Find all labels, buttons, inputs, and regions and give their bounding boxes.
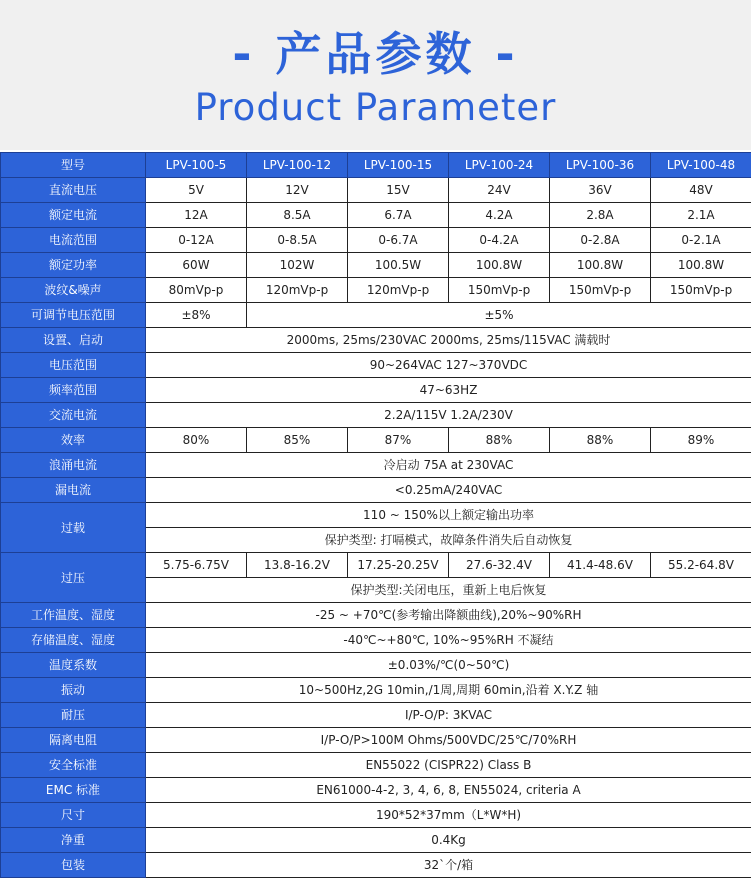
table-row-rated-power — [1, 253, 751, 278]
table-row-setup-time — [1, 328, 751, 353]
cell: 60W — [146, 253, 247, 278]
cell: 6.7A — [348, 203, 449, 228]
row-label: 电压范围 — [1, 353, 146, 378]
cell: 0-8.5A — [247, 228, 348, 253]
cell: EN55022 (CISPR22) Class B — [146, 753, 751, 778]
cell: 15V — [348, 178, 449, 203]
table-row-rated-current — [1, 203, 751, 228]
row-label: 交流电流 — [1, 403, 146, 428]
cell: 2.1A — [651, 203, 751, 228]
row-label: 尺寸 — [1, 803, 146, 828]
row-label: 过载 — [1, 503, 146, 553]
row-label: 工作温度、湿度 — [1, 603, 146, 628]
row-label: 可调节电压范围 — [1, 303, 146, 328]
cell: 冷启动 75A at 230VAC — [146, 453, 751, 478]
cell: 190*52*37mm（L*W*H) — [146, 803, 751, 828]
model-header: LPV-100-24 — [449, 153, 550, 178]
cell: 85% — [247, 428, 348, 453]
row-label: 直流电压 — [1, 178, 146, 203]
row-label: 效率 — [1, 428, 146, 453]
cell: 36V — [550, 178, 651, 203]
row-label: 包装 — [1, 853, 146, 878]
row-label: 过压 — [1, 553, 146, 603]
cell: 32`个/箱 — [146, 853, 751, 878]
cell: 88% — [550, 428, 651, 453]
table-row-freq-range — [1, 378, 751, 403]
model-header: LPV-100-36 — [550, 153, 651, 178]
cell: 0-6.7A — [348, 228, 449, 253]
cell: 0-12A — [146, 228, 247, 253]
cell: 24V — [449, 178, 550, 203]
cell: 150mVp-p — [449, 278, 550, 303]
cell: 41.4-48.6V — [550, 553, 651, 578]
cell: 90~264VAC 127~370VDC — [146, 353, 751, 378]
cell: 47~63HZ — [146, 378, 751, 403]
row-label: 安全标准 — [1, 753, 146, 778]
cell: 13.8-16.2V — [247, 553, 348, 578]
table-row-adjust-range — [1, 303, 751, 328]
cell: ±8% — [146, 303, 247, 328]
row-label: 振动 — [1, 678, 146, 703]
table-row-storage-temp — [1, 628, 751, 653]
row-label: 净重 — [1, 828, 146, 853]
row-label: 波纹&噪声 — [1, 278, 146, 303]
table-row-size — [1, 803, 751, 828]
row-label: 温度系数 — [1, 653, 146, 678]
table-row-ac-current — [1, 403, 751, 428]
cell: 100.5W — [348, 253, 449, 278]
table-row-efficiency — [1, 428, 751, 453]
cell: 5V — [146, 178, 247, 203]
row-label: 隔离电阻 — [1, 728, 146, 753]
cell: 89% — [651, 428, 751, 453]
cell: 80% — [146, 428, 247, 453]
cell: 80mVp-p — [146, 278, 247, 303]
cell: 150mVp-p — [550, 278, 651, 303]
row-label: 耐压 — [1, 703, 146, 728]
row-label: 设置、启动 — [1, 328, 146, 353]
cell: 120mVp-p — [348, 278, 449, 303]
cell: 0-2.8A — [550, 228, 651, 253]
table-row-temp-coef — [1, 653, 751, 678]
table-row-voltage-range — [1, 353, 751, 378]
table-row-current-range — [1, 228, 751, 253]
table-row-isolation — [1, 728, 751, 753]
header-banner — [0, 0, 751, 150]
cell: 87% — [348, 428, 449, 453]
cell: 0.4Kg — [146, 828, 751, 853]
row-label: 漏电流 — [1, 478, 146, 503]
cell: 12A — [146, 203, 247, 228]
cell: 保护类型: 打嗝模式，故障条件消失后自动恢复 — [146, 528, 751, 553]
table-row-overload — [1, 503, 751, 528]
cell: ±0.03%/℃(0~50℃) — [146, 653, 751, 678]
cell: 88% — [449, 428, 550, 453]
cell: 120mVp-p — [247, 278, 348, 303]
model-header: LPV-100-12 — [247, 153, 348, 178]
cell: ±5% — [247, 303, 751, 328]
table-row-packing — [1, 853, 751, 878]
cell: 100.8W — [550, 253, 651, 278]
table-row-dc-voltage — [1, 178, 751, 203]
cell: 0-2.1A — [651, 228, 751, 253]
table-row-safety — [1, 753, 751, 778]
table-row-overvoltage — [1, 553, 751, 578]
row-label: 电流范围 — [1, 228, 146, 253]
cell: 150mVp-p — [651, 278, 751, 303]
cell: I/P-O/P>100M Ohms/500VDC/25℃/70%RH — [146, 728, 751, 753]
spec-table — [0, 152, 751, 878]
table-row-weight — [1, 828, 751, 853]
cell: 2.8A — [550, 203, 651, 228]
cell: 8.5A — [247, 203, 348, 228]
cell: -40℃~+80℃, 10%~95%RH 不凝结 — [146, 628, 751, 653]
cell: I/P-O/P: 3KVAC — [146, 703, 751, 728]
table-row-work-temp — [1, 603, 751, 628]
cell: 4.2A — [449, 203, 550, 228]
row-label: 额定电流 — [1, 203, 146, 228]
cell: <0.25mA/240VAC — [146, 478, 751, 503]
cell: 12V — [247, 178, 348, 203]
cell: 48V — [651, 178, 751, 203]
row-label: 频率范围 — [1, 378, 146, 403]
cell: 100.8W — [651, 253, 751, 278]
row-label: 浪涌电流 — [1, 453, 146, 478]
cell: 27.6-32.4V — [449, 553, 550, 578]
cell: 110 ~ 150%以上额定输出功率 — [146, 503, 751, 528]
cell: EN61000-4-2, 3, 4, 6, 8, EN55024, criteria A — [146, 778, 751, 803]
cell: -25 ~ +70℃(参考输出降额曲线),20%~90%RH — [146, 603, 751, 628]
model-header: LPV-100-15 — [348, 153, 449, 178]
table-row-withstand — [1, 703, 751, 728]
cell: 5.75-6.75V — [146, 553, 247, 578]
table-row-emc — [1, 778, 751, 803]
row-label: 存储温度、湿度 — [1, 628, 146, 653]
cell: 17.25-20.25V — [348, 553, 449, 578]
table-row-models — [1, 153, 751, 178]
page-title-en: Product Parameter — [194, 86, 557, 129]
row-label: 额定功率 — [1, 253, 146, 278]
table-row-ripple — [1, 278, 751, 303]
cell: 2000ms, 25ms/230VAC 2000ms, 25ms/115VAC 满载时 — [146, 328, 751, 353]
table-row-inrush — [1, 453, 751, 478]
page-title-cn: - 产品参数 - — [232, 27, 519, 81]
row-label: EMC 标准 — [1, 778, 146, 803]
cell: 102W — [247, 253, 348, 278]
table-row-vibration — [1, 678, 751, 703]
table-row-leakage — [1, 478, 751, 503]
cell: 100.8W — [449, 253, 550, 278]
cell: 0-4.2A — [449, 228, 550, 253]
cell: 2.2A/115V 1.2A/230V — [146, 403, 751, 428]
cell: 10~500Hz,2G 10min,/1周,周期 60min,沿着 X.Y.Z 轴 — [146, 678, 751, 703]
cell: 保护类型:关闭电压，重新上电后恢复 — [146, 578, 751, 603]
model-header: LPV-100-48 — [651, 153, 751, 178]
cell: 55.2-64.8V — [651, 553, 751, 578]
model-header: LPV-100-5 — [146, 153, 247, 178]
row-label: 型号 — [1, 153, 146, 178]
